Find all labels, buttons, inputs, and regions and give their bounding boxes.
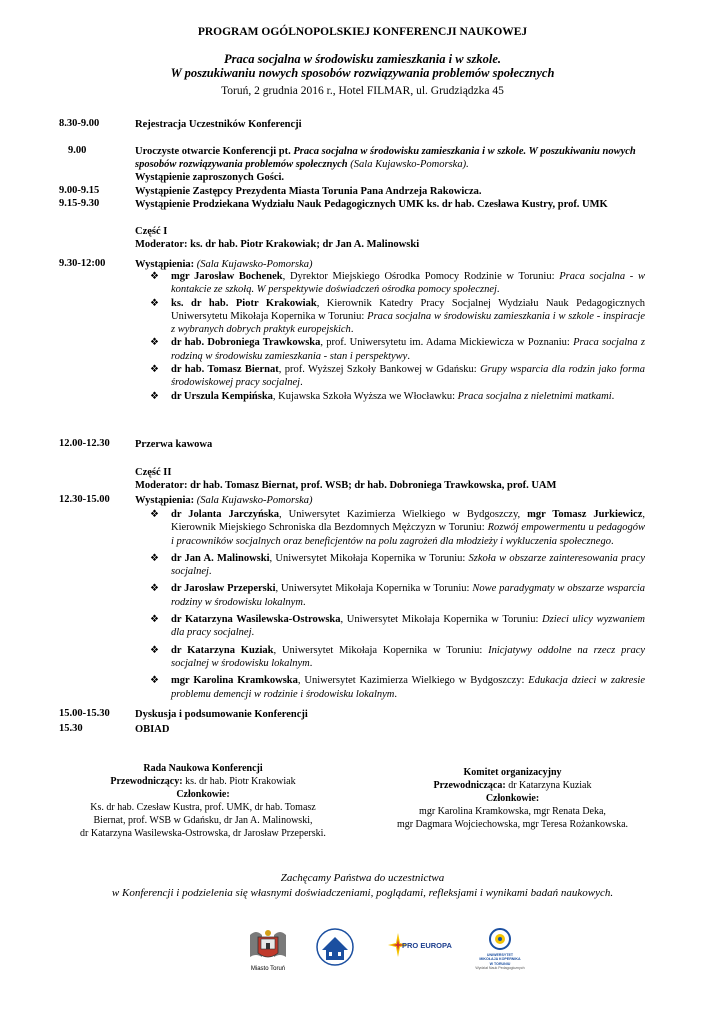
closing-invitation: Zachęcamy Państwa do uczestnictwa w Konferencji i podzielenia się własnymi doświadczeniami, poglądami, refleksjami i wynikami badań naukowych.	[111, 872, 614, 899]
house-logo	[316, 928, 354, 969]
list-item: ❖ ks. dr hab. Piotr Krakowiak, Kierownik Katedry Pracy Socjalnej Wydziału Nauk Pedagogicznych Uniwersytetu Mikołaja Kopernika w Toruniu: Praca socjalna w środowisku zamieszkania i w szkole - inspiracje z wybranych dobrych praktyk europejskich.	[150, 297, 646, 336]
list-item: ❖ dr hab. Dobroniega Trawkowska, prof. Uniwersytetu im. Adama Mickiewicza w Poznaniu: Praca socjalna z rodziną w środowisku zamieszkania - stan i perspektywy.	[150, 337, 645, 362]
umk-text: UNIWERSYTET MIKOŁAJA KOPERNIKA W TORUNIU Wydział Nauk Pedagogicznych	[475, 953, 525, 971]
umk-logo	[470, 928, 530, 971]
committee-chair: Przewodnicząca: dr Katarzyna Kuziak	[433, 780, 592, 791]
organizing-committee	[370, 766, 655, 831]
bullet-icon: ❖	[150, 509, 159, 520]
part-2-speakers	[150, 508, 645, 701]
list-item: ❖ dr Katarzyna Kuziak, Uniwersytet Mikołaja Kopernika w Toruniu: Inicjatywy oddolne na rzecz pracy socjalnej w środowisku lokalnym.	[150, 644, 646, 669]
place-date: Toruń, 2 grudnia 2016 r., Hotel FILMAR, ul. Grudziądzka 45	[221, 85, 504, 97]
time: 9.15-9.30	[59, 198, 100, 209]
bullet-icon: ❖	[150, 675, 159, 687]
event: Wystąpienie Prodziekana Wydziału Nauk Pedagogicznych UMK ks. dr hab. Czesława Kustry, prof. UMK	[135, 199, 608, 210]
list-item: ❖ dr Urszula Kempińska, Kujawska Szkoła Wyższa we Włocławku: Praca socjalna z nieletnimi matkami.	[150, 390, 615, 402]
logo-caption: Miasto Toruń	[250, 966, 286, 972]
committee-title: Komitet organizacyjny	[463, 767, 562, 778]
event: Wystąpienie Zastępcy Prezydenta Miasta Torunia Pana Andrzeja Rakowicza.	[135, 186, 482, 197]
torun-coat-of-arms-logo	[246, 927, 290, 972]
bullet-icon: ❖	[150, 297, 159, 309]
council-title: Rada Naukowa Konferencji	[143, 763, 263, 774]
moderator: Moderator: dr hab. Tomasz Biernat, prof. WSB; dr hab. Dobroniega Trawkowska, prof. UAM	[135, 480, 557, 491]
list-item: ❖ dr Jan A. Malinowski, Uniwersytet Mikołaja Kopernika w Toruniu: Szkoła w obszarze zainteresowania pracy socjalnej.	[150, 552, 646, 578]
committee-members: mgr Dagmara Wojciechowska, mgr Teresa Rożankowska.	[396, 819, 629, 830]
part-title: Część II	[135, 467, 172, 478]
time: 9.30-12:00	[59, 258, 106, 269]
list-item: ❖ dr hab. Tomasz Biernat, prof. Wyższej Szkoły Bankowej w Gdańsku: Grupy wsparcia dla rodzin jako forma środowiskowej pracy socjalnej.	[150, 364, 645, 389]
committee-members-label: Członkowie:	[485, 793, 540, 804]
bullet-icon: ❖	[150, 552, 159, 564]
moderator: Moderator: ks. dr hab. Piotr Krakowiak; dr Jan A. Malinowski	[135, 239, 420, 250]
council-members: Biernat, prof. WSB w Gdańsku, dr Jan A. Malinowski,	[93, 815, 313, 826]
bullet-icon: ❖	[150, 614, 159, 626]
time: 12.00-12.30	[59, 438, 110, 449]
event: Uroczyste otwarcie Konferencji pt. Praca socjalna w środowisku zamieszkania i w szkole. W poszukiwaniu nowych sposobów rozwiązywania problemów społecznych (Sala Kujawsko-Pomorska). Wystąpienie zaproszonych Gości.	[135, 146, 636, 183]
time: 15.30	[59, 723, 83, 734]
part-1-speakers	[150, 270, 645, 403]
bullet-icon: ❖	[150, 644, 159, 656]
subtitle-line-2: W poszukiwaniu nowych sposobów rozwiązywania problemów społecznych	[170, 66, 555, 80]
document-title: PROGRAM OGÓLNOPOLSKIEJ KONFERENCJI NAUKOWEJ	[197, 26, 528, 38]
scientific-council	[58, 762, 348, 840]
list-item: ❖ dr Katarzyna Wasilewska-Ostrowska, Uniwersytet Mikołaja Kopernika w Toruniu: Dzieci ulicy wyzwaniem dla pracy socjalnej.	[150, 614, 645, 639]
conference-subtitle	[0, 52, 725, 80]
list-item: ❖ dr Jolanta Jarczyńska, Uniwersytet Kazimierza Wielkiego w Bydgoszczy, mgr Tomasz Jurkiewicz, Kierownik Miejskiego Schroniska dla Bezdomnych Mężczyzn w Toruniu: Rozwój empowermentu u pedagogów i pracowników socjalnych oraz beneficjentów na polu zagrożeń dla młodzieży i wykluczenia społecznego.	[150, 509, 645, 547]
list-item: ❖ mgr Jarosław Bochenek, Dyrektor Miejskiego Ośrodka Pomocy Rodzinie w Toruniu: Praca socjalna - w kontakcie ze szkołą. W perspektywie doświadczeń ośrodka pomocy społecznej.	[150, 271, 645, 296]
bullet-icon: ❖	[150, 271, 159, 282]
council-members: dr Katarzyna Wasilewska-Ostrowska, dr Jarosław Przeperski.	[80, 828, 326, 839]
bullet-icon: ❖	[150, 337, 159, 349]
subtitle-line-1: Praca socjalna w środowisku zamieszkania i w szkole.	[223, 52, 502, 66]
umk-emblem-icon	[489, 928, 511, 950]
coat-of-arms-icon	[246, 927, 290, 963]
event: Rejestracja Uczestników Konferencji	[135, 119, 302, 130]
event: Dyskusja i podsumowanie Konferencji	[135, 709, 308, 720]
bullet-icon: ❖	[150, 390, 159, 402]
council-chair: Przewodniczący: ks. dr hab. Piotr Krakowiak	[110, 776, 296, 787]
time: 9.00-9.15	[59, 185, 100, 196]
committee-members: mgr Karolina Kramkowska, mgr Renata Deka,	[419, 806, 606, 817]
house-icon	[316, 928, 354, 966]
council-members-label: Członkowie:	[176, 789, 230, 800]
logo-text: PRO EUROPA	[402, 941, 452, 950]
time: 15.00-15.30	[59, 708, 110, 719]
event: Przerwa kawowa	[135, 439, 213, 450]
time: 8.30-9.00	[59, 118, 100, 129]
time: 12.30-15.00	[59, 494, 110, 505]
event: OBIAD	[135, 724, 170, 735]
part-title: Część I	[135, 226, 168, 237]
list-item: ❖ dr Jarosław Przeperski, Uniwersytet Mikołaja Kopernika w Toruniu: Nowe paradygmaty w obszarze wsparcia rodziny w środowisku lokalnym.	[150, 583, 646, 608]
bullet-icon: ❖	[150, 583, 159, 595]
bullet-icon: ❖	[150, 364, 159, 376]
council-members: Ks. dr hab. Czesław Kustra, prof. UMK, dr hab. Tomasz	[90, 802, 316, 813]
list-item: ❖ mgr Karolina Kramkowska, Uniwersytet Kazimierza Wielkiego w Bydgoszczy: Edukacja dzieci w zakresie problemu demencji w rodzinie i środowisku lokalnym.	[150, 675, 645, 700]
time: 9.00	[68, 145, 87, 156]
